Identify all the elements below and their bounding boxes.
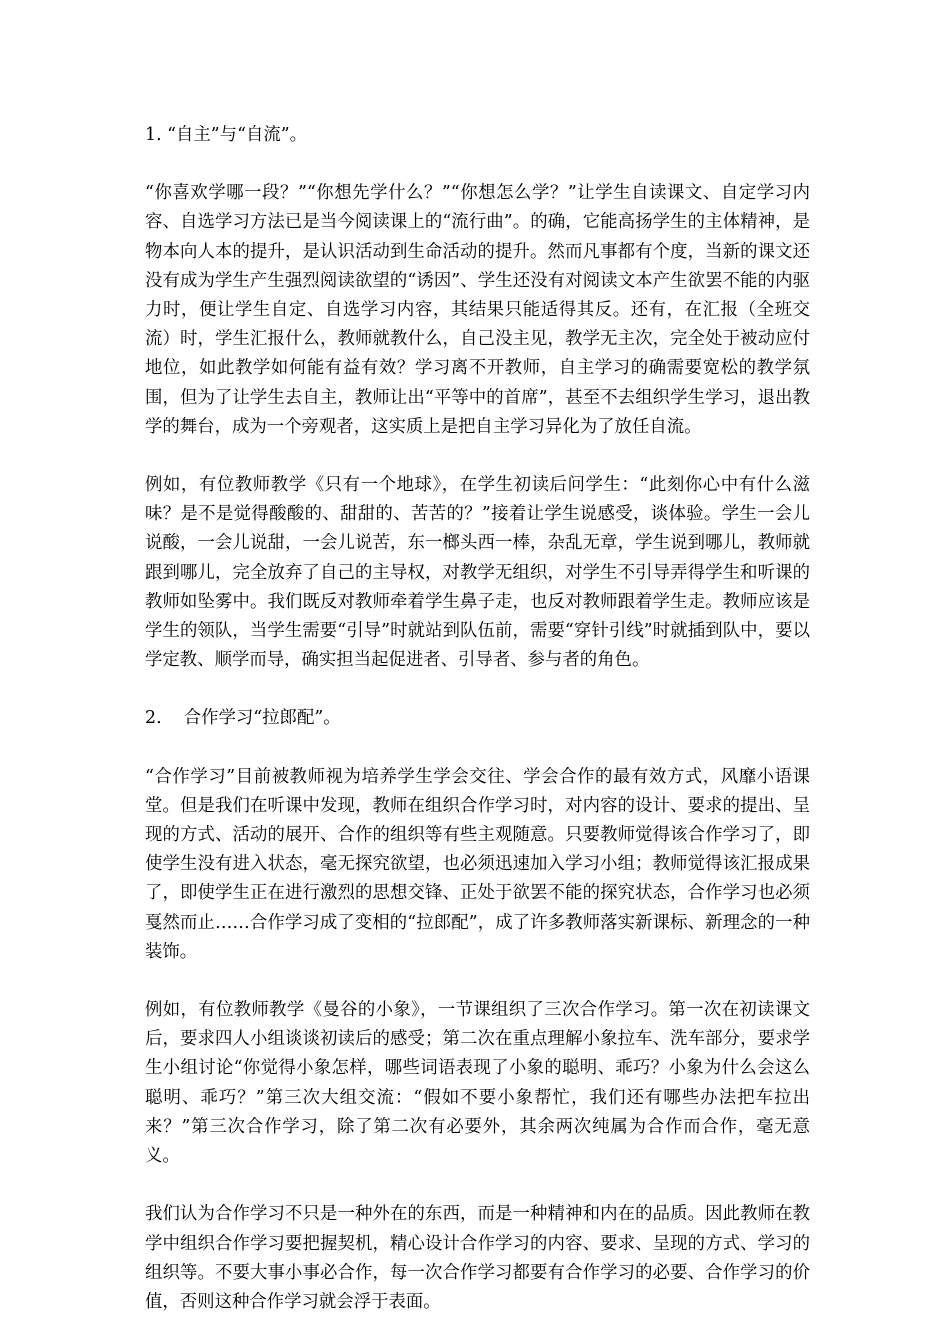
paragraph-cooperation-conclusion: 我们认为合作学习不只是一种外在的东西，而是一种精神和内在的品质。因此教师在教学中组织合作学习要把握契机，精心设计合作学习的内容、要求、呈现的方式、学习的组织等。不要大事小事必合作，每一次合作学习都要有合作学习的必要、合作学习的价值，否则这种合作学习就会浮于表面。 xyxy=(145,1204,810,1312)
paragraph-gap xyxy=(145,967,810,996)
paragraph-cooperation-example: 例如，有位教师教学《曼谷的小象》，一节课组织了三次合作学习。第一次在初读课文后，要求四人小组谈谈初读后的感受；第二次在重点理解小象拉车、洗车部分，要求学生小组讨论“你觉得小象怎样，哪些词语表现了小象的聪明、乖巧？小象为什么会这么聪明、乖巧？”第三次大组交流：“假如不要小象帮忙，我们还有哪些办法把车拉出来？”第三次合作学习，除了第二次有必要外，其余两次纯属为合作而合作，毫无意义。 xyxy=(145,1000,810,1167)
paragraph-autonomy-intro: “你喜欢学哪一段？”“你想先学什么？”“你想怎么学？”让学生自读课文、自定学习内容、自选学习方法已是当今阅读课上的“流行曲”。的确，它能高扬学生的主体精神，是物本向人本的提升，是认识活动到生命活动的提升。然而凡事都有个度，当新的课文还没有成为学生产生强烈阅读欲望的“诱因”、学生还没有对阅读文本产生欲罢不能的内驱力时，便让学生自定、自选学习内容，其结果只能适得其反。还有，在汇报（全班交流）时，学生汇报什么，教师就教什么，自己没主见，教学无主次，完全处于被动应付地位，如此教学如何能有益有效？学习离不开教师，自主学习的确需要宽松的教学氛围，但为了让学生去自主，教师让出“平等中的首席”，甚至不去组织学生学习，退出教学的舞台，成为一个旁观者，这实质上是把自主学习异化为了放任自流。 xyxy=(145,183,810,437)
paragraph-cooperation-intro: “合作学习”目前被教师视为培养学生学会交往、学会合作的最有效方式，风靡小语课堂。但是我们在听课中发现，教师在组织合作学习时，对内容的设计、要求的提出、呈现的方式、活动的展开、合作的组织等有些主观随意。只要教师觉得该合作学习了，即使学生没有进入状态，毫无探究欲望，也必须迅速加入学习小组；教师觉得该汇报成果了，即使学生正在进行激烈的思想交锋、正处于欲罢不能的探究状态，合作学习也必须戛然而止……合作学习成了变相的“拉郎配”，成了许多教师落实新课标、新理念的一种装饰。 xyxy=(145,766,810,962)
paragraph-autonomy-example: 例如，有位教师教学《只有一个地球》，在学生初读后问学生：“此刻你心中有什么滋味？是不是觉得酸酸的、甜甜的、苦苦的？”接着让学生说感受，谈体验。学生一会儿说酸，一会儿说甜，一会儿说苦，东一榔头西一棒，杂乱无章，学生说到哪儿，教师就跟到哪儿，完全放弃了自己的主导权，对教学无组织，对学生不引导弄得学生和听课的教师如坠雾中。我们既反对教师牵着学生鼻子走，也反对教师跟着学生走。教师应该是学生的领队，当学生需要“引导”时就站到队伍前，需要“穿针引线”时就插到队中，要以学定教、顺学而导，确实担当起促进者、引导者、参与者的角色。 xyxy=(145,475,810,671)
paragraph-gap xyxy=(145,150,810,179)
document-body xyxy=(145,121,810,1317)
paragraph-gap xyxy=(145,442,810,471)
paragraph-gap xyxy=(145,1171,810,1200)
paragraph-gap xyxy=(145,675,810,704)
section-heading-2: 2. 合作学习“拉郎配”。 xyxy=(145,708,341,729)
paragraph-gap xyxy=(145,734,810,763)
section-heading-1: 1. “自主”与“自流”。 xyxy=(145,125,308,145)
